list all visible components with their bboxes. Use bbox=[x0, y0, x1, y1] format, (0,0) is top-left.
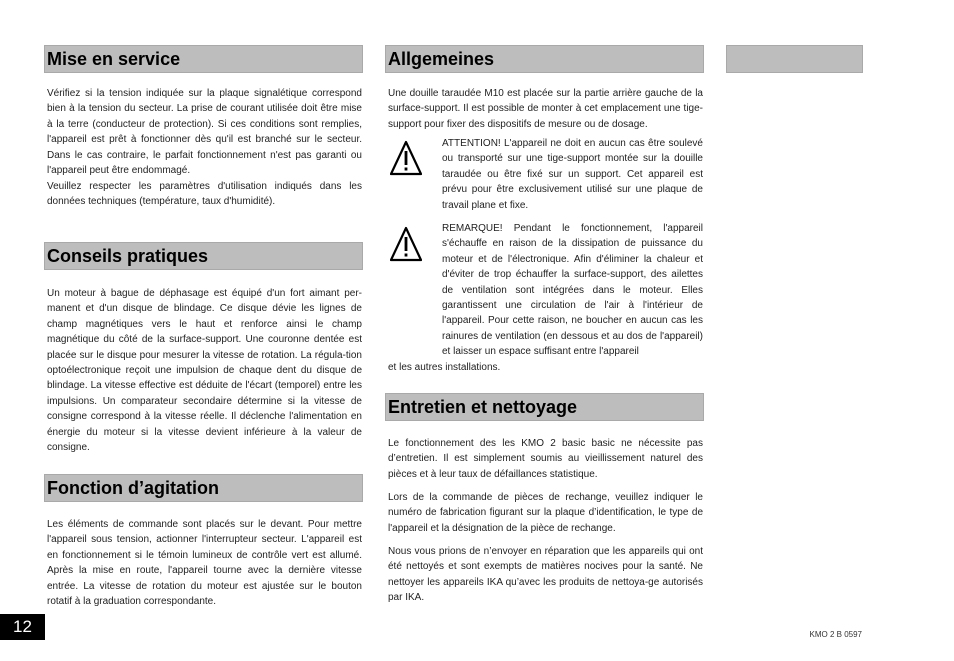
section-title: Mise en service bbox=[47, 49, 181, 69]
section-header-fonction-agitation bbox=[44, 474, 363, 502]
paragraph-allgemeines: Une douille taraudée M10 est placée sur la partie arrière gauche de la surface-support. Il est possible de monter à cet emplacement une tige-support pour fixer des dispositifs de mesure ou de dosage. bbox=[388, 88, 703, 130]
section-header-empty bbox=[726, 45, 863, 73]
paragraph-remarque: REMARQUE! Pendant le fonctionnement, l'appareil s'échauffe en raison de la dissipation de puissance du moteur et de l'électronique. Afin d'éliminer la chaleur et d'éviter de trop échauffer la surface-support, des ailettes de ventilation sont intégrées dans le moteur. Elles garantissent une circulation de l'air à l'intérieur de l'appareil. Pour cette raison, ne boucher en aucun cas les rainures de ventilation (en dessous et au dos de l'appareil) et laisser un espace suffisant entre l'appareil bbox=[442, 223, 703, 358]
section-title: Entretien et nettoyage bbox=[388, 397, 578, 417]
paragraph-conseils-pratiques: Un moteur à bague de déphasage est équipé d'un fort aimant per-manent et d'un disque de blindage. Ce disque dévie les lignes de champ magnétiques vers le haut et renforce ainsi le champ magnétique du côté de la surface-support. Une couronne dentée est placée sur le disque pour mesurer la vitesse de rotation. La régula-tion optoélectronique reçoit une impulsion de chaque dent du disque de blindage. La vitesse effective est déduite de l'écart (temporel) entre les impulsions. Un comparateur secondaire détermine si la vitesse de consigne correspond à la vitesse réelle. Il déclenche l'alimentation en énergie du moteur si la vitesse devient inférieure à la valeur de consigne. bbox=[47, 288, 362, 454]
paragraph-attention: ATTENTION! L'appareil ne doit en aucun cas être soulevé ou transporté sur une tige-support montée sur la douille taraudée ou être fixé sur un support. Cet appareil est prévu pour être exclusivement utilisé sur une plaque de travail plane et fixe. bbox=[442, 138, 703, 211]
paragraph-fonction-agitation: Les éléments de commande sont placés sur le devant. Pour mettre l'appareil sous tension, actionner l'interrupteur secteur. L'appareil est en fonctionnement si le témoin lumineux de contrôle vert est allumé. Après la mise en route, l'appareil tourne avec la dernière vitesse entrée. La vitesse de rotation du moteur est ajustée sur le bouton rotatif à la graduation correspondante. bbox=[47, 519, 362, 608]
paragraph-entretien: Le fonctionnement des les KMO 2 basic basic ne nécessite pas d’entretien. Il est simplement soumis au vieillissement naturel des pièces et à leur taux de défaillances statistique. bbox=[388, 438, 703, 480]
section-title: Fonction d’agitation bbox=[47, 478, 219, 498]
paragraph-entretien-3: Nous vous prions de n’envoyer en réparation que les appareils qui ont été nettoyés et sont exempts de matières nocives pour la santé. Ne nettoyer les appareils IKA qu’avec les produits de nettoya-ge autorisés par IKA. bbox=[388, 546, 703, 604]
document-code: KMO 2 B 0597 bbox=[809, 630, 862, 639]
section-header-allgemeines bbox=[385, 45, 704, 73]
section-header-entretien bbox=[385, 393, 704, 421]
page-number: 12 bbox=[0, 614, 45, 640]
paragraph-remarque-end: et les autres installations. bbox=[388, 362, 501, 373]
paragraph-mise-en-service-2: Veuillez respecter les paramètres d'utilisation indiqués dans les données techniques (température, taux d'humidité). bbox=[47, 181, 362, 208]
section-header-conseils-pratiques bbox=[44, 242, 363, 270]
paragraph-mise-en-service: Vérifiez si la tension indiquée sur la plaque signalétique correspond bien à la tension du secteur. La prise de courant utilisée doit être mise à la terre (conducteur de protection). Si ces conditions sont remplies, l'appareil est prêt à fonctionner dès qu'il est branché sur le secteur. Dans le cas contraire, le parfait fonctionnement n'est pas garanti ou l'appareil peut être endommagé. bbox=[47, 88, 362, 177]
section-title: Allgemeines bbox=[388, 49, 495, 69]
section-title: Conseils pratiques bbox=[47, 246, 209, 266]
warning-triangle-icon bbox=[390, 140, 422, 176]
paragraph-entretien-2: Lors de la commande de pièces de rechange, veuillez indiquer le numéro de fabrication figurant sur la plaque d’identification, le type de l'appareil et la désignation de la pièce de rechange. bbox=[388, 492, 703, 534]
warning-triangle-icon bbox=[390, 226, 422, 262]
section-header-mise-en-service bbox=[44, 45, 363, 73]
